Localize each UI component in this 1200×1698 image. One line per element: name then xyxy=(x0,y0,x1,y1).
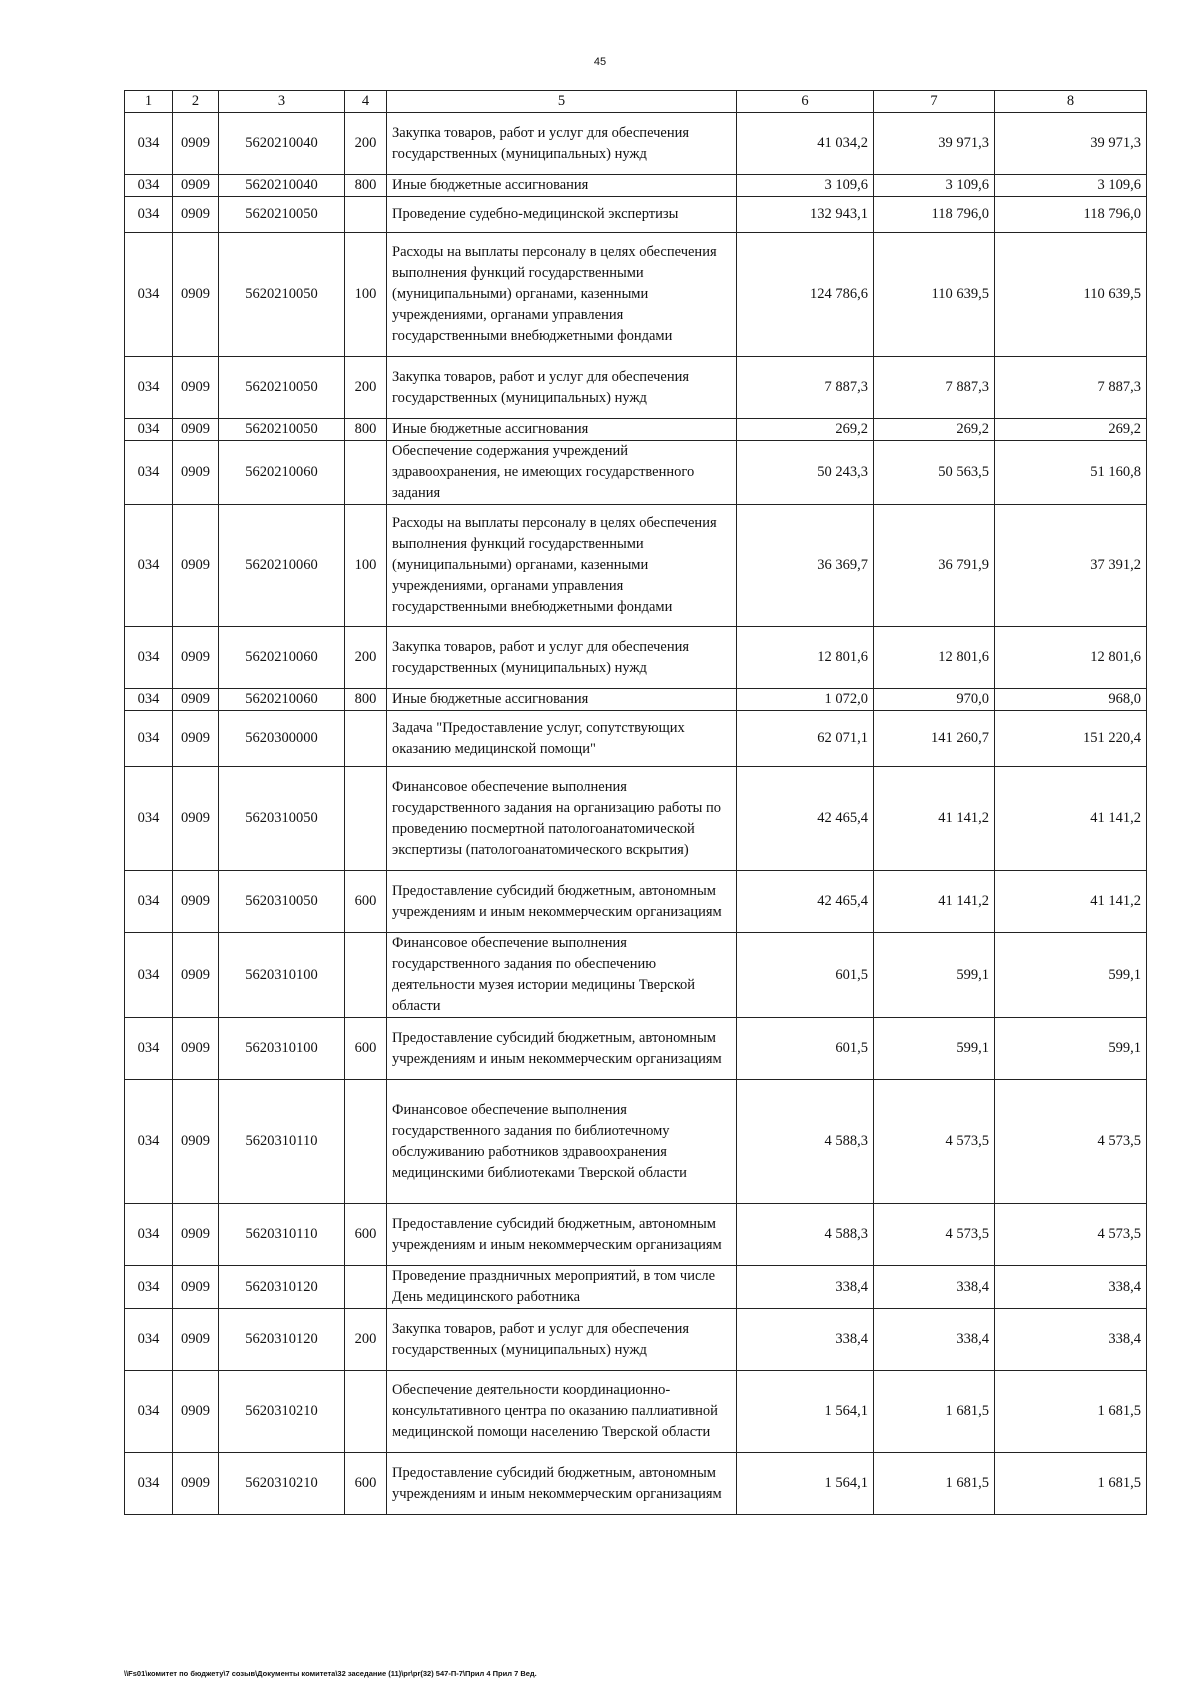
table-row xyxy=(125,933,1147,1018)
cell-description: Иные бюджетные ассигнования xyxy=(387,689,737,711)
cell-chapter: 034 xyxy=(125,1371,173,1453)
cell-amount-6: 3 109,6 xyxy=(737,175,874,197)
column-header: 4 xyxy=(345,91,387,113)
cell-amount-7: 141 260,7 xyxy=(874,711,995,767)
cell-expense-type xyxy=(345,441,387,505)
cell-amount-6: 269,2 xyxy=(737,419,874,441)
cell-section: 0909 xyxy=(173,1080,219,1204)
cell-target-article: 5620210050 xyxy=(219,197,345,233)
cell-section: 0909 xyxy=(173,357,219,419)
table-row xyxy=(125,419,1147,441)
cell-chapter: 034 xyxy=(125,1018,173,1080)
cell-amount-7: 1 681,5 xyxy=(874,1371,995,1453)
table-row xyxy=(125,175,1147,197)
cell-chapter: 034 xyxy=(125,627,173,689)
cell-amount-6: 124 786,6 xyxy=(737,233,874,357)
cell-amount-6: 12 801,6 xyxy=(737,627,874,689)
cell-amount-7: 7 887,3 xyxy=(874,357,995,419)
cell-amount-6: 62 071,1 xyxy=(737,711,874,767)
cell-description: Закупка товаров, работ и услуг для обеспечения государственных (муниципальных) нужд xyxy=(387,627,737,689)
cell-chapter: 034 xyxy=(125,441,173,505)
cell-amount-6: 4 588,3 xyxy=(737,1204,874,1266)
table-row xyxy=(125,1309,1147,1371)
page-number: 45 xyxy=(593,56,607,68)
column-header: 1 xyxy=(125,91,173,113)
cell-description: Задача "Предоставление услуг, сопутствующих оказанию медицинской помощи" xyxy=(387,711,737,767)
cell-section: 0909 xyxy=(173,933,219,1018)
cell-description: Закупка товаров, работ и услуг для обеспечения государственных (муниципальных) нужд xyxy=(387,357,737,419)
table-row xyxy=(125,505,1147,627)
cell-section: 0909 xyxy=(173,1371,219,1453)
cell-amount-7: 599,1 xyxy=(874,933,995,1018)
cell-chapter: 034 xyxy=(125,767,173,871)
cell-target-article: 5620210060 xyxy=(219,441,345,505)
cell-expense-type: 600 xyxy=(345,1204,387,1266)
cell-amount-6: 601,5 xyxy=(737,1018,874,1080)
cell-amount-7: 1 681,5 xyxy=(874,1453,995,1515)
cell-section: 0909 xyxy=(173,197,219,233)
cell-amount-6: 50 243,3 xyxy=(737,441,874,505)
cell-expense-type: 200 xyxy=(345,627,387,689)
cell-target-article: 5620310120 xyxy=(219,1266,345,1309)
cell-target-article: 5620310110 xyxy=(219,1080,345,1204)
table-row xyxy=(125,441,1147,505)
cell-description: Проведение праздничных мероприятий, в том числе День медицинского работника xyxy=(387,1266,737,1309)
header-row xyxy=(125,91,1147,113)
cell-amount-8: 4 573,5 xyxy=(995,1204,1147,1266)
table-row xyxy=(125,1204,1147,1266)
cell-amount-6: 1 072,0 xyxy=(737,689,874,711)
cell-target-article: 5620210060 xyxy=(219,505,345,627)
cell-amount-8: 12 801,6 xyxy=(995,627,1147,689)
cell-expense-type: 600 xyxy=(345,1018,387,1080)
table-row xyxy=(125,1453,1147,1515)
cell-amount-6: 132 943,1 xyxy=(737,197,874,233)
cell-amount-6: 338,4 xyxy=(737,1309,874,1371)
cell-description: Иные бюджетные ассигнования xyxy=(387,419,737,441)
cell-amount-7: 50 563,5 xyxy=(874,441,995,505)
cell-amount-8: 41 141,2 xyxy=(995,767,1147,871)
cell-expense-type xyxy=(345,197,387,233)
cell-expense-type: 600 xyxy=(345,871,387,933)
cell-amount-7: 36 791,9 xyxy=(874,505,995,627)
column-header: 6 xyxy=(737,91,874,113)
cell-description: Обеспечение деятельности координационно-консультативного центра по оказанию паллиативной медицинской помощи населению Тверской области xyxy=(387,1371,737,1453)
cell-section: 0909 xyxy=(173,711,219,767)
cell-expense-type: 100 xyxy=(345,233,387,357)
table-row xyxy=(125,233,1147,357)
cell-section: 0909 xyxy=(173,233,219,357)
cell-amount-8: 118 796,0 xyxy=(995,197,1147,233)
cell-section: 0909 xyxy=(173,689,219,711)
cell-expense-type: 200 xyxy=(345,357,387,419)
cell-section: 0909 xyxy=(173,175,219,197)
column-header: 8 xyxy=(995,91,1147,113)
cell-description: Закупка товаров, работ и услуг для обеспечения государственных (муниципальных) нужд xyxy=(387,1309,737,1371)
cell-amount-8: 599,1 xyxy=(995,933,1147,1018)
cell-amount-8: 338,4 xyxy=(995,1309,1147,1371)
cell-amount-8: 151 220,4 xyxy=(995,711,1147,767)
cell-expense-type xyxy=(345,1371,387,1453)
cell-expense-type: 800 xyxy=(345,419,387,441)
cell-amount-7: 41 141,2 xyxy=(874,871,995,933)
cell-amount-8: 7 887,3 xyxy=(995,357,1147,419)
cell-chapter: 034 xyxy=(125,113,173,175)
cell-amount-7: 338,4 xyxy=(874,1309,995,1371)
cell-section: 0909 xyxy=(173,1204,219,1266)
cell-section: 0909 xyxy=(173,1309,219,1371)
cell-section: 0909 xyxy=(173,1266,219,1309)
cell-chapter: 034 xyxy=(125,1204,173,1266)
cell-amount-8: 3 109,6 xyxy=(995,175,1147,197)
cell-amount-8: 4 573,5 xyxy=(995,1080,1147,1204)
table-row xyxy=(125,113,1147,175)
cell-description: Финансовое обеспечение выполнения государственного задания по библиотечному обслуживанию работников здравоохранения медицинскими библиотеками Тверской области xyxy=(387,1080,737,1204)
cell-amount-6: 41 034,2 xyxy=(737,113,874,175)
cell-target-article: 5620310210 xyxy=(219,1453,345,1515)
column-header: 7 xyxy=(874,91,995,113)
cell-amount-7: 338,4 xyxy=(874,1266,995,1309)
table-row xyxy=(125,767,1147,871)
cell-expense-type: 800 xyxy=(345,689,387,711)
cell-amount-7: 12 801,6 xyxy=(874,627,995,689)
table-row xyxy=(125,689,1147,711)
cell-description: Обеспечение содержания учреждений здравоохранения, не имеющих государственного задания xyxy=(387,441,737,505)
cell-chapter: 034 xyxy=(125,233,173,357)
cell-amount-6: 601,5 xyxy=(737,933,874,1018)
cell-amount-6: 338,4 xyxy=(737,1266,874,1309)
cell-amount-7: 269,2 xyxy=(874,419,995,441)
cell-amount-8: 1 681,5 xyxy=(995,1371,1147,1453)
table-body xyxy=(125,113,1147,1515)
cell-chapter: 034 xyxy=(125,689,173,711)
footer-path: \\Fs01\комитет по бюджету\7 созыв\Документы комитета\32 заседание (11)\pr\pr(32) 547-П-7\Прил 4 Прил 7 Вед. xyxy=(124,1669,537,1678)
table-row xyxy=(125,1080,1147,1204)
column-header: 3 xyxy=(219,91,345,113)
cell-target-article: 5620310100 xyxy=(219,1018,345,1080)
cell-amount-7: 599,1 xyxy=(874,1018,995,1080)
cell-amount-6: 42 465,4 xyxy=(737,767,874,871)
cell-section: 0909 xyxy=(173,1018,219,1080)
cell-description: Предоставление субсидий бюджетным, автономным учреждениям и иным некоммерческим организациям xyxy=(387,871,737,933)
cell-description: Предоставление субсидий бюджетным, автономным учреждениям и иным некоммерческим организациям xyxy=(387,1018,737,1080)
cell-amount-8: 1 681,5 xyxy=(995,1453,1147,1515)
cell-chapter: 034 xyxy=(125,197,173,233)
cell-target-article: 5620210060 xyxy=(219,627,345,689)
cell-amount-8: 338,4 xyxy=(995,1266,1147,1309)
cell-amount-8: 968,0 xyxy=(995,689,1147,711)
cell-expense-type xyxy=(345,1266,387,1309)
cell-chapter: 034 xyxy=(125,871,173,933)
cell-chapter: 034 xyxy=(125,175,173,197)
table-row xyxy=(125,1371,1147,1453)
cell-target-article: 5620310100 xyxy=(219,933,345,1018)
cell-amount-6: 42 465,4 xyxy=(737,871,874,933)
cell-amount-7: 4 573,5 xyxy=(874,1080,995,1204)
cell-expense-type: 100 xyxy=(345,505,387,627)
cell-section: 0909 xyxy=(173,505,219,627)
cell-target-article: 5620210050 xyxy=(219,357,345,419)
table-row xyxy=(125,711,1147,767)
cell-target-article: 5620310050 xyxy=(219,871,345,933)
cell-amount-6: 36 369,7 xyxy=(737,505,874,627)
column-header: 2 xyxy=(173,91,219,113)
cell-description: Проведение судебно-медицинской экспертизы xyxy=(387,197,737,233)
cell-amount-7: 39 971,3 xyxy=(874,113,995,175)
table-row xyxy=(125,197,1147,233)
cell-amount-6: 4 588,3 xyxy=(737,1080,874,1204)
cell-target-article: 5620210060 xyxy=(219,689,345,711)
cell-chapter: 034 xyxy=(125,1453,173,1515)
cell-expense-type: 800 xyxy=(345,175,387,197)
cell-amount-8: 110 639,5 xyxy=(995,233,1147,357)
cell-amount-8: 599,1 xyxy=(995,1018,1147,1080)
cell-target-article: 5620210040 xyxy=(219,113,345,175)
cell-expense-type xyxy=(345,1080,387,1204)
cell-chapter: 034 xyxy=(125,505,173,627)
cell-section: 0909 xyxy=(173,113,219,175)
cell-expense-type xyxy=(345,933,387,1018)
table-row xyxy=(125,1266,1147,1309)
cell-amount-7: 41 141,2 xyxy=(874,767,995,871)
cell-target-article: 5620310210 xyxy=(219,1371,345,1453)
cell-amount-7: 4 573,5 xyxy=(874,1204,995,1266)
cell-section: 0909 xyxy=(173,419,219,441)
cell-target-article: 5620310050 xyxy=(219,767,345,871)
cell-expense-type: 200 xyxy=(345,1309,387,1371)
cell-description: Предоставление субсидий бюджетным, автономным учреждениям и иным некоммерческим организациям xyxy=(387,1453,737,1515)
cell-target-article: 5620210050 xyxy=(219,233,345,357)
cell-amount-6: 1 564,1 xyxy=(737,1371,874,1453)
cell-expense-type: 200 xyxy=(345,113,387,175)
cell-section: 0909 xyxy=(173,1453,219,1515)
cell-target-article: 5620210040 xyxy=(219,175,345,197)
cell-description: Предоставление субсидий бюджетным, автономным учреждениям и иным некоммерческим организациям xyxy=(387,1204,737,1266)
cell-section: 0909 xyxy=(173,627,219,689)
cell-chapter: 034 xyxy=(125,1266,173,1309)
cell-amount-6: 7 887,3 xyxy=(737,357,874,419)
cell-section: 0909 xyxy=(173,767,219,871)
cell-amount-8: 39 971,3 xyxy=(995,113,1147,175)
cell-target-article: 5620310120 xyxy=(219,1309,345,1371)
cell-target-article: 5620310110 xyxy=(219,1204,345,1266)
cell-description: Расходы на выплаты персоналу в целях обеспечения выполнения функций государственными (муниципальными) органами, казенными учреждениями, органами управления государственными внебюджетными фондами xyxy=(387,505,737,627)
cell-description: Финансовое обеспечение выполнения государственного задания по обеспечению деятельности музея истории медицины Тверской области xyxy=(387,933,737,1018)
cell-section: 0909 xyxy=(173,871,219,933)
cell-description: Закупка товаров, работ и услуг для обеспечения государственных (муниципальных) нужд xyxy=(387,113,737,175)
table-row xyxy=(125,871,1147,933)
cell-description: Иные бюджетные ассигнования xyxy=(387,175,737,197)
cell-description: Финансовое обеспечение выполнения государственного задания на организацию работы по проведению посмертной патологоанатомической экспертизы (патологоанатомического вскрытия) xyxy=(387,767,737,871)
cell-amount-8: 41 141,2 xyxy=(995,871,1147,933)
cell-chapter: 034 xyxy=(125,357,173,419)
table-row xyxy=(125,1018,1147,1080)
cell-amount-7: 3 109,6 xyxy=(874,175,995,197)
cell-description: Расходы на выплаты персоналу в целях обеспечения выполнения функций государственными (муниципальными) органами, казенными учреждениями, органами управления государственными внебюджетными фондами xyxy=(387,233,737,357)
table-row xyxy=(125,627,1147,689)
cell-expense-type: 600 xyxy=(345,1453,387,1515)
cell-chapter: 034 xyxy=(125,711,173,767)
column-header: 5 xyxy=(387,91,737,113)
cell-chapter: 034 xyxy=(125,1080,173,1204)
cell-amount-8: 269,2 xyxy=(995,419,1147,441)
cell-amount-7: 110 639,5 xyxy=(874,233,995,357)
cell-amount-8: 37 391,2 xyxy=(995,505,1147,627)
cell-target-article: 5620300000 xyxy=(219,711,345,767)
cell-target-article: 5620210050 xyxy=(219,419,345,441)
cell-chapter: 034 xyxy=(125,419,173,441)
cell-amount-7: 970,0 xyxy=(874,689,995,711)
cell-chapter: 034 xyxy=(125,1309,173,1371)
table-row xyxy=(125,357,1147,419)
cell-amount-7: 118 796,0 xyxy=(874,197,995,233)
budget-table xyxy=(124,90,1147,1515)
cell-section: 0909 xyxy=(173,441,219,505)
cell-chapter: 034 xyxy=(125,933,173,1018)
cell-amount-8: 51 160,8 xyxy=(995,441,1147,505)
cell-amount-6: 1 564,1 xyxy=(737,1453,874,1515)
cell-expense-type xyxy=(345,711,387,767)
cell-expense-type xyxy=(345,767,387,871)
